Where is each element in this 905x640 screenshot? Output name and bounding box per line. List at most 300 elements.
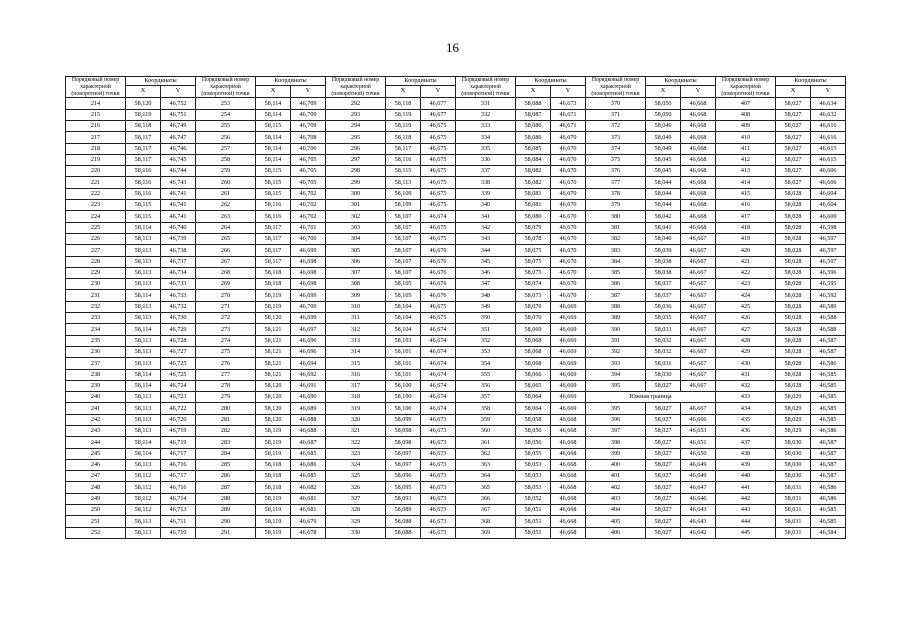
point-number-cell: 241 [66,403,126,414]
point-number-cell: 420 [716,245,776,256]
coord-x-cell: 58,115 [256,188,291,199]
point-number-cell: 390 [586,324,646,335]
coord-x-cell: 58,027 [776,120,811,131]
coord-x-cell: 58,088 [386,527,421,538]
coord-y-cell: 46,667 [681,245,716,256]
coord-x-cell: 58,049 [646,143,681,154]
point-number-cell: 432 [716,380,776,391]
point-number-cell: 284 [196,448,256,459]
coord-x-cell: 58,031 [776,527,811,538]
point-number-cell: 264 [196,222,256,233]
point-number-cell: 296 [326,143,386,154]
coord-y-cell: 46,675 [421,301,456,312]
coord-x-cell: 58,105 [386,290,421,301]
point-number-cell: 388 [586,301,646,312]
coord-y-cell: 46,669 [551,301,586,312]
header-x: X [126,86,161,98]
table-row [66,392,846,403]
point-number-cell: 295 [326,132,386,143]
point-number-cell: 354 [456,358,516,369]
coord-y-cell: 46,711 [161,516,196,527]
coord-x-cell: 58,030 [776,448,811,459]
coord-x-cell: 58,109 [386,200,421,211]
coord-x-cell: 58,029 [776,403,811,414]
coord-y-cell: 46,745 [161,154,196,165]
coord-y-cell: 46,634 [811,98,846,109]
coord-y-cell: 46,673 [421,516,456,527]
coord-y-cell: 46,673 [421,471,456,482]
coord-y-cell: 46,668 [551,505,586,516]
point-number-cell: 259 [196,166,256,177]
coord-y-cell: 46,596 [811,267,846,278]
coord-y-cell: 46,699 [291,245,326,256]
coord-y-cell: 46,737 [161,256,196,267]
coord-x-cell: 58,027 [776,143,811,154]
coord-x-cell: 58,027 [776,166,811,177]
coord-x-cell: 58,113 [126,256,161,267]
coord-x-cell: 58,113 [126,426,161,437]
coord-y-cell: 46,584 [811,527,846,538]
point-number-cell: 349 [456,301,516,312]
coord-x-cell: 58,112 [126,493,161,504]
coord-x-cell: 58,035 [646,313,681,324]
coord-y-cell: 46,698 [291,256,326,267]
table-row [66,301,846,312]
point-number-cell: 219 [66,154,126,165]
coord-y-cell: 46,668 [681,200,716,211]
coord-y-cell: 46,667 [681,335,716,346]
header-x: X [256,86,291,98]
coord-x-cell: 58,027 [646,426,681,437]
point-number-cell: 431 [716,369,776,380]
coord-x-cell: 58,080 [516,211,551,222]
coord-x-cell: 58,101 [386,358,421,369]
coord-x-cell: 58,119 [256,448,291,459]
coord-x-cell: 58,114 [256,132,291,143]
coord-x-cell: 58,027 [646,505,681,516]
point-number-cell: 357 [456,392,516,403]
point-number-cell: 395 [586,403,646,414]
coord-x-cell: 58,114 [126,290,161,301]
point-number-cell: 252 [66,527,126,538]
coord-y-cell: 46,670 [551,222,586,233]
coord-y-cell: 46,597 [811,233,846,244]
coord-y-cell: 46,682 [291,482,326,493]
coord-x-cell: 58,120 [256,380,291,391]
header-point-number: Порядковый номер характерной (поворотной) точки [586,77,646,98]
coord-x-cell: 58,050 [646,109,681,120]
point-number-cell: 365 [456,482,516,493]
coord-x-cell: 58,027 [646,414,681,425]
point-number-cell: 445 [716,527,776,538]
table-row [66,380,846,391]
coord-x-cell: 58,114 [256,109,291,120]
coord-x-cell: 58,119 [386,109,421,120]
coord-y-cell: 46,669 [551,380,586,391]
coord-x-cell: 58,113 [126,459,161,470]
table-row [66,346,846,357]
point-number-cell: 350 [456,313,516,324]
header-coordinates: Координаты [126,77,196,86]
coord-y-cell: 46,713 [161,505,196,516]
coord-x-cell: 58,107 [386,245,421,256]
coord-x-cell: 58,065 [516,380,551,391]
coord-y-cell: 46,675 [421,177,456,188]
coord-x-cell: 58,027 [646,527,681,538]
coord-x-cell: 58,075 [516,267,551,278]
header-x: X [516,86,551,98]
coord-x-cell: 58,113 [126,403,161,414]
table-row [66,426,846,437]
coord-x-cell: 58,118 [256,471,291,482]
point-number-cell: 426 [716,313,776,324]
coord-x-cell: 58,109 [386,188,421,199]
point-number-cell: 364 [456,471,516,482]
coord-y-cell: 46,667 [681,369,716,380]
point-number-cell: 221 [66,177,126,188]
coord-y-cell: 46,716 [161,459,196,470]
point-number-cell: 383 [586,245,646,256]
header-x: X [776,86,811,98]
table-row [66,143,846,154]
point-number-cell: 214 [66,98,126,109]
point-number-cell: 403 [586,493,646,504]
coord-y-cell: 46,749 [161,120,196,131]
coord-x-cell: 58,113 [126,233,161,244]
coord-y-cell: 46,598 [811,222,846,233]
coord-y-cell: 46,666 [681,414,716,425]
coord-y-cell: 46,714 [161,493,196,504]
coord-x-cell: 58,027 [646,516,681,527]
coord-y-cell: 46,586 [811,426,846,437]
coord-x-cell: 58,101 [386,346,421,357]
point-number-cell: 363 [456,459,516,470]
coord-x-cell: 58,100 [386,403,421,414]
coord-y-cell: 46,668 [681,98,716,109]
coord-x-cell: 58,107 [386,222,421,233]
coord-y-cell: 46,585 [811,505,846,516]
point-number-cell: 368 [456,516,516,527]
coord-y-cell: 46,587 [811,346,846,357]
header-x: X [646,86,681,98]
coord-x-cell: 58,049 [646,120,681,131]
table-row [66,403,846,414]
point-number-cell: 293 [326,109,386,120]
coord-x-cell: 58,119 [256,426,291,437]
table-row [66,109,846,120]
header-point-number: Порядковый номер характерной (поворотной) точки [66,77,126,98]
point-number-cell: 355 [456,369,516,380]
coord-y-cell: 46,604 [811,200,846,211]
point-number-cell: 433 [716,392,776,403]
point-number-cell: 406 [586,527,646,538]
coord-x-cell: 58,030 [776,471,811,482]
coord-y-cell: 46,669 [551,335,586,346]
coord-x-cell: 58,086 [516,132,551,143]
point-number-cell: 270 [196,290,256,301]
coord-y-cell: 46,696 [291,335,326,346]
coord-y-cell: 46,702 [291,188,326,199]
point-number-cell: 320 [326,414,386,425]
point-number-cell: 380 [586,211,646,222]
coord-y-cell: 46,716 [161,482,196,493]
coord-y-cell: 46,696 [291,346,326,357]
point-number-cell: 358 [456,403,516,414]
coord-x-cell: 58,119 [256,516,291,527]
coord-y-cell: 46,676 [421,290,456,301]
coord-y-cell: 46,606 [811,166,846,177]
point-number-cell: 230 [66,279,126,290]
coord-x-cell: 58,082 [516,166,551,177]
coord-x-cell: 58,105 [386,279,421,290]
point-number-cell: 361 [456,437,516,448]
point-number-cell: 239 [66,380,126,391]
coord-x-cell: 58,103 [386,335,421,346]
point-number-cell: 415 [716,188,776,199]
point-number-cell: 343 [456,233,516,244]
coord-x-cell: 58,028 [776,267,811,278]
coord-y-cell: 46,744 [161,166,196,177]
coord-y-cell: 46,650 [681,448,716,459]
point-number-cell: 309 [326,290,386,301]
point-number-cell: 304 [326,233,386,244]
table-row [66,279,846,290]
coord-x-cell: 58,053 [516,471,551,482]
coord-y-cell: 46,717 [161,471,196,482]
point-number-cell: 294 [326,120,386,131]
coord-y-cell: 46,675 [421,233,456,244]
coord-y-cell: 46,670 [551,166,586,177]
coord-x-cell: 58,075 [516,256,551,267]
coord-y-cell: 46,600 [811,211,846,222]
coord-x-cell: 58,073 [516,290,551,301]
point-number-cell: 409 [716,120,776,131]
coord-y-cell: 46,668 [681,177,716,188]
point-number-cell: 263 [196,211,256,222]
point-number-cell: 220 [66,166,126,177]
coord-y-cell: 46,741 [161,200,196,211]
point-number-cell: 271 [196,301,256,312]
point-number-cell: 238 [66,369,126,380]
point-number-cell: 249 [66,493,126,504]
coord-x-cell: 58,028 [776,301,811,312]
coord-y-cell: 46,673 [551,98,586,109]
point-number-cell: 356 [456,380,516,391]
coord-x-cell: 58,119 [126,109,161,120]
coord-y-cell: 46,702 [291,200,326,211]
coord-y-cell: 46,673 [421,505,456,516]
point-number-cell: 379 [586,200,646,211]
coord-x-cell: 58,055 [516,448,551,459]
coord-y-cell: 46,705 [291,154,326,165]
point-number-cell: 407 [716,98,776,109]
coord-x-cell: 58,041 [646,222,681,233]
coord-y-cell: 46,708 [291,132,326,143]
coord-y-cell: 46,673 [421,459,456,470]
coord-x-cell: 58,095 [386,482,421,493]
point-number-cell: 338 [456,177,516,188]
point-number-cell: 401 [586,471,646,482]
coord-y-cell: 46,668 [551,516,586,527]
point-number-cell: 419 [716,233,776,244]
point-number-cell: 305 [326,245,386,256]
coord-y-cell: 46,669 [551,358,586,369]
point-number-cell: 387 [586,290,646,301]
coord-x-cell: 58,064 [516,392,551,403]
coord-y-cell: 46,725 [161,369,196,380]
coord-y-cell: 46,673 [421,414,456,425]
point-number-cell: 276 [196,358,256,369]
coord-x-cell: 58,028 [776,313,811,324]
point-number-cell: 439 [716,459,776,470]
coord-x-cell: 58,079 [516,222,551,233]
header-point-number: Порядковый номер характерной (поворотной) точки [716,77,776,98]
coord-y-cell: 46,675 [421,200,456,211]
coord-y-cell: 46,670 [551,143,586,154]
coord-x-cell: 58,027 [776,98,811,109]
point-number-cell: 381 [586,222,646,233]
coord-y-cell: 46,673 [421,493,456,504]
coord-y-cell: 46,667 [681,290,716,301]
point-number-cell: 282 [196,426,256,437]
coord-y-cell: 46,668 [551,459,586,470]
coord-y-cell: 46,734 [161,267,196,278]
point-number-cell: 273 [196,324,256,335]
point-number-cell: 334 [456,132,516,143]
coord-x-cell: 58,056 [516,437,551,448]
coord-y-cell: 46,597 [811,245,846,256]
coord-x-cell: 58,070 [516,313,551,324]
coord-x-cell: 58,113 [386,177,421,188]
coord-x-cell: 58,032 [646,335,681,346]
point-number-cell: 285 [196,459,256,470]
coord-x-cell: 58,118 [386,132,421,143]
point-number-cell: 240 [66,392,126,403]
point-number-cell: 347 [456,279,516,290]
point-number-cell: 233 [66,313,126,324]
coord-x-cell: 58,027 [646,482,681,493]
coord-y-cell: 46,667 [681,267,716,278]
coord-x-cell: 58,119 [256,290,291,301]
table-row [66,505,846,516]
coord-y-cell: 46,676 [421,279,456,290]
point-number-cell: 327 [326,493,386,504]
coord-x-cell: 58,114 [126,222,161,233]
coord-x-cell: 58,112 [126,482,161,493]
coord-y-cell: 46,670 [551,279,586,290]
coord-x-cell: 58,037 [646,279,681,290]
coord-y-cell: 46,649 [681,459,716,470]
coord-y-cell: 46,741 [161,211,196,222]
coord-y-cell: 46,720 [161,414,196,425]
coord-y-cell: 46,685 [291,448,326,459]
coord-y-cell: 46,741 [161,188,196,199]
coord-x-cell: 58,031 [776,516,811,527]
coord-x-cell: 58,104 [386,301,421,312]
coord-y-cell: 46,676 [421,256,456,267]
point-number-cell: 438 [716,448,776,459]
table-row [66,166,846,177]
point-number-cell: 416 [716,200,776,211]
coord-y-cell: 46,673 [421,482,456,493]
coord-y-cell: 46,669 [551,324,586,335]
point-number-cell: 326 [326,482,386,493]
point-number-cell: 217 [66,132,126,143]
coord-x-cell: 58,118 [126,120,161,131]
point-number-cell: 414 [716,177,776,188]
coord-y-cell: 46,730 [161,313,196,324]
coord-x-cell: 58,119 [256,301,291,312]
point-number-cell: 290 [196,516,256,527]
coord-y-cell: 46,751 [161,109,196,120]
point-number-cell: 437 [716,437,776,448]
point-number-cell: 301 [326,200,386,211]
coord-x-cell: 58,085 [516,143,551,154]
header-point-number: Порядковый номер характерной (поворотной) точки [456,77,516,98]
point-number-cell: 371 [586,109,646,120]
section-label: Южная граница [586,392,716,403]
coord-x-cell: 58,117 [256,245,291,256]
coord-y-cell: 46,585 [811,516,846,527]
table-row [66,448,846,459]
point-number-cell: 272 [196,313,256,324]
coord-y-cell: 46,643 [681,516,716,527]
coord-y-cell: 46,606 [811,177,846,188]
point-number-cell: 266 [196,245,256,256]
coord-y-cell: 46,702 [291,211,326,222]
coord-y-cell: 46,616 [811,120,846,131]
point-number-cell: 385 [586,267,646,278]
point-number-cell: 229 [66,267,126,278]
table-row [66,313,846,324]
coord-x-cell: 58,027 [646,459,681,470]
table-row [66,177,846,188]
point-number-cell: 314 [326,346,386,357]
coord-x-cell: 58,117 [126,154,161,165]
point-number-cell: 436 [716,426,776,437]
coord-x-cell: 58,056 [516,426,551,437]
table-row [66,256,846,267]
coord-y-cell: 46,719 [161,426,196,437]
coord-x-cell: 58,070 [516,301,551,312]
coord-y-cell: 46,699 [291,313,326,324]
point-number-cell: 231 [66,290,126,301]
coord-x-cell: 58,029 [776,426,811,437]
coord-y-cell: 46,667 [681,233,716,244]
point-number-cell: 260 [196,177,256,188]
point-number-cell: 279 [196,392,256,403]
point-number-cell: 247 [66,471,126,482]
point-number-cell: 311 [326,313,386,324]
coord-x-cell: 58,039 [646,245,681,256]
table-row [66,459,846,470]
coord-y-cell: 46,674 [421,369,456,380]
coord-y-cell: 46,587 [811,448,846,459]
coord-y-cell: 46,643 [681,505,716,516]
point-number-cell: 378 [586,188,646,199]
point-number-cell: 228 [66,256,126,267]
table-row [66,154,846,165]
point-number-cell: 435 [716,414,776,425]
coord-x-cell: 58,117 [256,222,291,233]
header-coordinates: Координаты [646,77,716,86]
point-number-cell: 243 [66,426,126,437]
coord-x-cell: 58,028 [776,324,811,335]
coord-y-cell: 46,668 [681,211,716,222]
point-number-cell: 302 [326,211,386,222]
point-number-cell: 411 [716,143,776,154]
table-row [66,437,846,448]
